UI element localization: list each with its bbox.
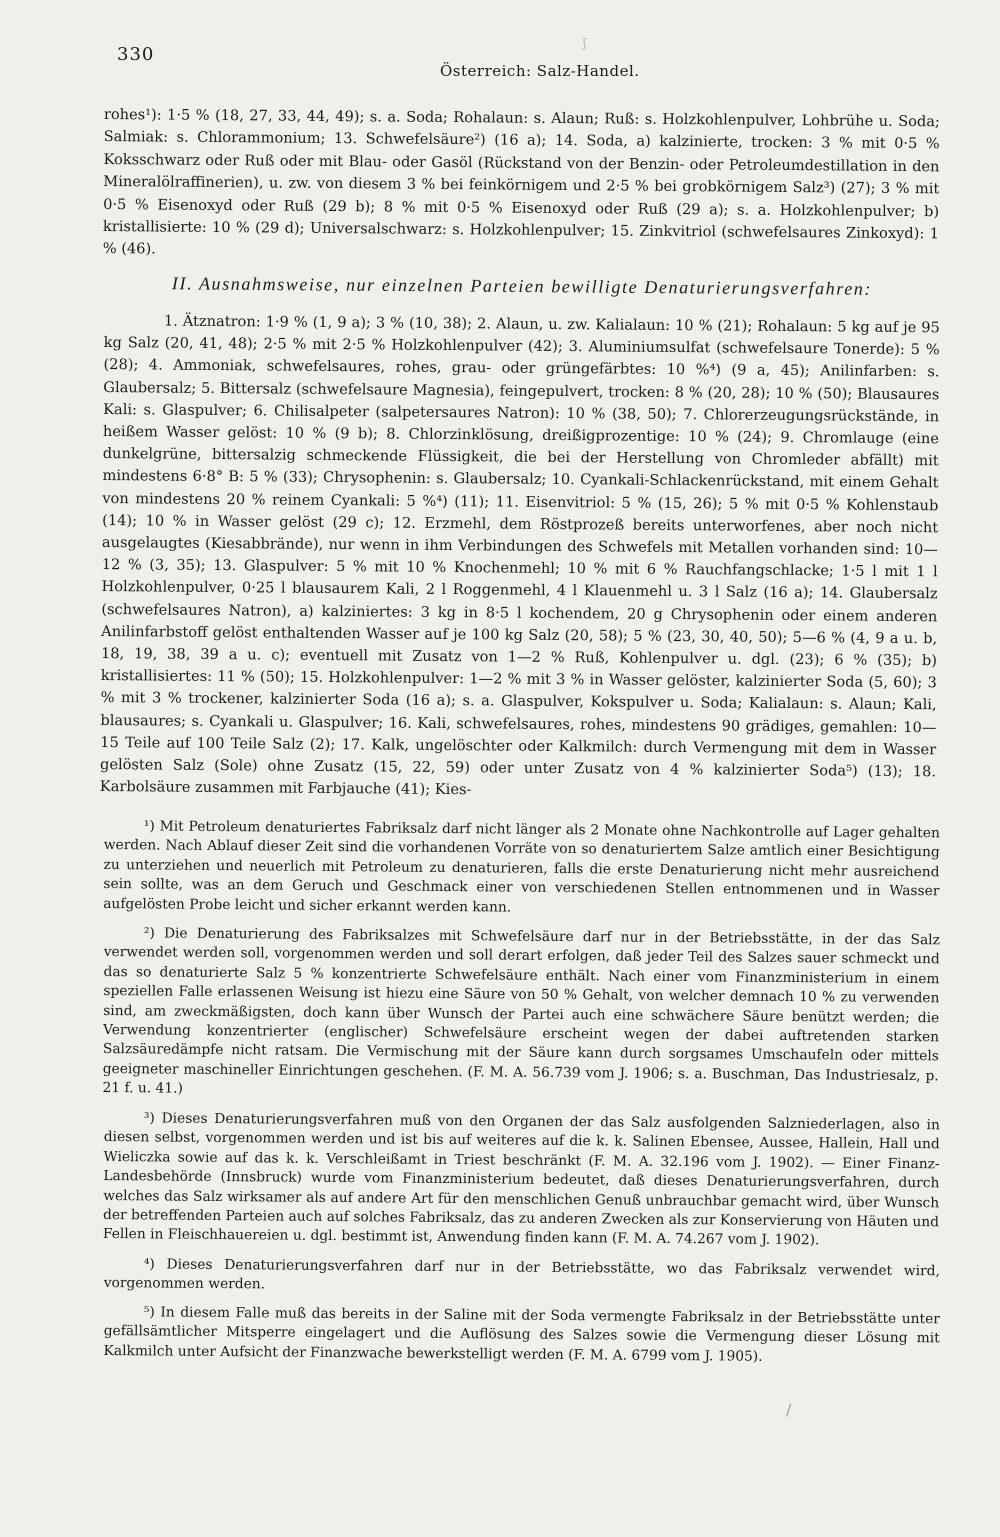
section-paragraph: 1. Ätznatron: 1·9 % (1, 9 a); 3 % (10, 38); 2. Alaun, u. zw. Kalialaun: 10 % (21); Rohalaun: 5 kg auf je 95 kg Salz (20, 41, 48); 2·5 % mit 2·5 % Holzkohlenpulver (42); 3. Aluminiumsulfat (schwefelsaure Tonerde): 5 % (28); 4. Ammoniak, schwefelsaures, rohes, grau- oder grüngefärbtes: 10 %⁴) (9 a, 45); Anilinfarben: s. Glaubersalz; 5. Bittersalz (schwefelsaure Magnesia), feingepulvert, trocken: 8 % (20, 28); 10 % (50); Blausaures Kali: s. Glaspulver; 6. Chilisalpeter (salpetersaures Natron): 10 % (38, 50); 7. Chlorerzeugungsrückstände, in heißem Wasser gelöst: 10 % (9 b); 8. Chlorzinklösung, dreißigprozentige: 10 % (24); 9. Chromlauge (eine dunkelgrüne, bittersalzig schmeckende Flüssigkeit, die bei der Herstellung von Chromleder abfällt) mit mindestens 6·8° B: 5 % (33); Chrysophenin: s. Glaubersalz; 10. Cyankali-Schlackenrückstand, mit einem Gehalt von mindestens 20 % reinem Cyankali: 5 %⁴) (11); 11. Eisenvitriol: 5 % (15, 26); 5 % mit 0·5 % Kohlenstaub (14); 10 % in Wasser gelöst (29 c); 12. Erzmehl, dem Röstprozeß bereits unterworfenes, aber noch nicht ausgelaugtes (Kiesabbrände), nur wenn in ihm Verbindungen des Schwefels mit Metallen vorhanden sind: 10—12 % (3, 35); 13. Glaspulver: 5 % mit 10 % Knochenmehl; 10 % mit 6 % Rauchfangschlacke; 1·5 l mit 1 l Holzkohlenpulver, 0·25 l blausaurem Kali, 2 l Roggenmehl, 4 l Klauenmehl u. 3 l Salz (16 a); 14. Glaubersalz (schwefelsaures Natron), a) kalziniertes: 3 kg in 8·5 l kochendem, 20 g Chrysophenin oder einem anderen Anilinfarbstoff gelöst enthaltenden Wasser auf je 100 kg Salz (20, 58); 5 % (23, 30, 40, 50); 5—6 % (4, 9 a u. b, 18, 19, 38, 39 a u. c); eventuell mit Zusatz von 1—2 % Ruß, Kohlenpulver u. dgl. (23); 6 % (35); b) kristallisiertes: 11 % (50); 15. Holzkohlenpulver: 1—2 % mit 3 % in Wasser gelöster, kalzinierter Soda (5, 60); 3 % mit 3 % trockener, kalzinierter Soda (16 a); s. a. Glaspulver, Kokspulver u. Soda; Kalialaun: s. Alaun; Kali, blausaures; s. Cyankali u. Glaspulver; 16. Kali, schwefelsaures, rohes, mindestens 90 grädiges, gemahlen: 10—15 Teile auf 100 Teile Salz (2); 17. Kalk, ungelöschter oder Kalkmilch: durch Vermengung mit dem in Wasser gelösten Salz (Sole) ohne Zusatz (15, 22, 59) oder unter Zusatz von 4 % kalzinierter Soda⁵) (13); 18. Karbolsäure zusammen mit Farbjauche (41); Kies-	[99, 312, 940, 799]
footnote-5: ⁵) In diesem Falle muß das bereits in der Saline mit der Soda vermengte Fabriksalz in der Betriebsstätte unter gefällsämtlicher Mitsperre eingelagert und die Auflösung des Salzes sowie die Vermengung dieser Lösung mit Kalkmilch unter Aufsicht der Finanzwache bewerkstelligt werden (F. M. A. 6799 vom J. 1905).	[103, 1304, 940, 1365]
footnotes	[104, 817, 940, 1366]
main-paragraph: rohes¹): 1·5 % (18, 27, 33, 44, 49); s. a. Soda; Rohalaun: s. Alaun; Ruß: s. Holzkohlenpulver, Lohbrühe u. Soda; Salmiak: s. Chlorammonium; 13. Schwefelsäure²) (16 a); 14. Soda, a) kalzinierte, trocken: 3 % mit 0·5 % Koksschwarz oder Ruß oder mit Blau- oder Gasöl (Rückstand von der Benzin- oder Petroleumdestillation in den Mineralölraffinerien), u. zw. von diesem 3 % bei feinkörnigem und 2·5 % bei grobkörnigem Salz³) (27); 3 % mit 0·5 % Eisenoxyd oder Ruß (29 b); 8 % mit 0·5 % Eisenoxyd oder Ruß (29 a); s. a. Holzkohlenpulver; b) kristallisierte: 10 % (29 d); Universalschwarz: s. Holzkohlenpulver; 15. Zinkvitriol (schwefelsaures Zinkoxyd): 1 % (46).	[102, 105, 940, 258]
footnote-4: ⁴) Dieses Denaturierungsverfahren darf nur in der Betriebsstätte, wo das Fabriksalz verwendet wird, vorgenommen werden.	[103, 1255, 940, 1293]
footnote-3: ³) Dieses Denaturierungsverfahren muß von den Organen der das Salz ausfolgenden Salzniederlagen, also in diesen selbst, vorgenommen werden und ist bis auf weiteres auf die k. k. Salinen Ebensee, Aussee, Hallein, Hall und Wieliczka sowie auf das k. k. Verschleißamt in Triest beschränkt (F. M. A. 32.196 vom J. 1902). — Einer Finanz-Landesbehörde (Innsbruck) wurde vom Finanzministerium bedeutet, daß dieses Denaturierungsverfahren, durch welches das Salz wirksamer als auf andere Art für den menschlichen Genuß unbrauchbar gemacht wird, über Wunsch der betreffenden Parteien auch auf solches Fabriksalz, das zu anderen Zwecken als zur Konservierung von Häuten und Fellen in Fleischhauereien u. dgl. bestimmt ist, Anwendung finden kann (F. M. A. 74.267 vom J. 1902).	[102, 1110, 940, 1249]
stray-mark-bottom: /	[786, 1400, 792, 1419]
stray-mark: ʃ	[583, 36, 587, 50]
footnote-1: ¹) Mit Petroleum denaturiertes Fabriksalz darf nicht länger als 2 Monate ohne Nachkontrolle auf Lager gehalten werden. Nach Ablauf dieser Zeit sind die vorhandenen Vorräte von so denaturiertem Salze amtlich einer Besichtigung zu unterziehen und neuerlich mit Petroleum zu denaturieren, falls die erste Denaturierung nicht mehr ausreichend sein sollte, was an dem Geruch und Geschmack einer von verschiedenen Stellen entnommenen und in Wasser aufgelösten Probe leicht und sicher erkannt werden kann.	[103, 818, 940, 916]
section-heading: II. Ausnahmsweise, nur einzelnen Parteien bewilligte Denaturierungsverfahren:	[171, 273, 873, 299]
page-number: 330	[117, 44, 155, 65]
running-title: Österreich: Salz-Handel.	[440, 62, 640, 80]
main-text-block	[104, 104, 940, 261]
footnote-2: ²) Die Denaturierung des Fabriksalzes mit Schwefelsäure darf nur in der Betriebsstätte, in der das Salz verwendet werden soll, vorgenommen werden und soll derart erfolgen, daß jeder Teil des Salzes sauer schmeckt und das so denaturierte Salz 5 % konzentrierte Schwefelsäure enthält. Nach einer vom Finanzministerium in einem speziellen Falle erlassenen Weisung ist hiezu eine Säure von 50 % Gehalt, von welcher demnach 10 % zu verwenden sind, am zweckmäßigsten, doch kann über Wunsch der Partei auch eine schwächere Säure benützt werden; die Verwendung konzentrierter (englischer) Schwefelsäure erscheint wegen der dabei auftretenden starken Salzsäuredämpfe nicht ratsam. Die Vermischung mit der Säure kann durch sorgsames Umschaufeln oder mittels geeigneter maschineller Einrichtungen geschehen. (F. M. A. 56.739 vom J. 1906; s. a. Buschman, Das Industriesalz, p. 21 f. u. 41.)	[102, 925, 940, 1097]
section-text-block	[99, 310, 940, 799]
